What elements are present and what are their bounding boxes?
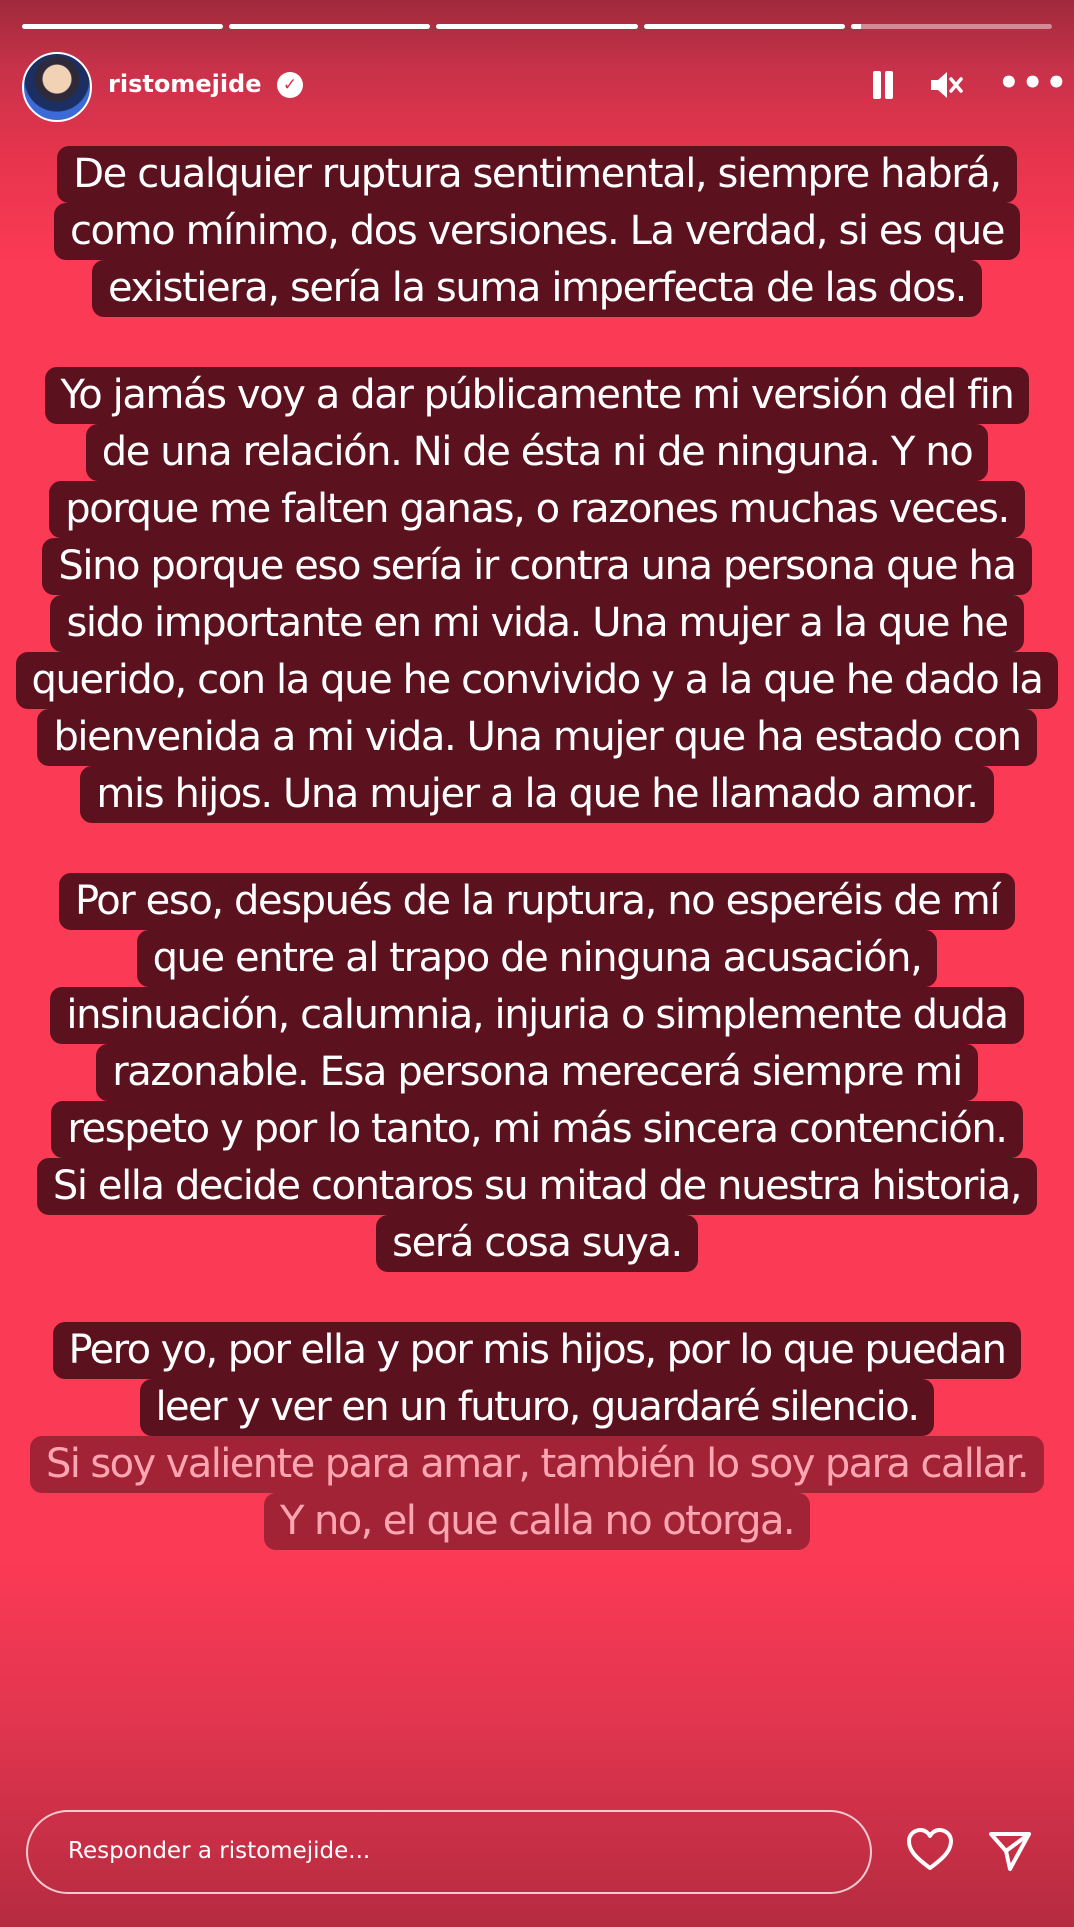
text-line: insinuación, calumnia, injuria o simplemente duda: [50, 987, 1023, 1044]
send-icon[interactable]: [986, 1827, 1034, 1875]
text-line: sido importante en mi vida. Una mujer a la que he: [50, 595, 1023, 652]
story-text-overlay: [0, 130, 1074, 1600]
text-line: Sino porque eso sería ir contra una persona que ha: [42, 538, 1031, 595]
text-line: respeto y por lo tanto, mi más sincera contención.: [51, 1101, 1022, 1158]
mute-icon[interactable]: [926, 66, 964, 104]
like-heart-icon[interactable]: [905, 1825, 955, 1875]
text-line: De cualquier ruptura sentimental, siempre habrá,: [57, 146, 1016, 203]
text-line: Y no, el que calla no otorga.: [264, 1493, 810, 1550]
username[interactable]: ristomejide: [108, 70, 262, 98]
paragraph-4: [0, 1322, 1074, 1550]
avatar[interactable]: [22, 52, 92, 122]
paragraph-2: [0, 367, 1074, 823]
progress-segment-5: [851, 24, 1052, 29]
progress-segment-4: [644, 24, 845, 29]
text-line: querido, con la que he convivido y a la que he dado la: [16, 652, 1059, 709]
text-line: razonable. Esa persona merecerá siempre mi: [96, 1044, 978, 1101]
text-line: Si ella decide contaros su mitad de nuestra historia,: [37, 1158, 1037, 1215]
text-line: mis hijos. Una mujer a la que he llamado amor.: [80, 766, 993, 823]
text-line: de una relación. Ni de ésta ni de ninguna. Y no: [86, 424, 989, 481]
text-line: Pero yo, por ella y por mis hijos, por lo que puedan: [53, 1322, 1022, 1379]
text-line: Si soy valiente para amar, también lo soy para callar.: [30, 1436, 1044, 1493]
story-progress-bar: [22, 24, 1052, 30]
more-options-icon[interactable]: •••: [998, 63, 1070, 103]
progress-segment-2: [229, 24, 430, 29]
paragraph-3: [0, 873, 1074, 1272]
progress-segment-3: [436, 24, 637, 29]
story-header: [22, 52, 1070, 128]
text-line: leer y ver en un futuro, guardaré silencio.: [140, 1379, 935, 1436]
progress-segment-1: [22, 24, 223, 29]
text-line: como mínimo, dos versiones. La verdad, si es que: [54, 203, 1020, 260]
text-line: porque me falten ganas, o razones muchas veces.: [49, 481, 1025, 538]
text-line: existiera, sería la suma imperfecta de las dos.: [92, 260, 982, 317]
text-line: será cosa suya.: [376, 1215, 698, 1272]
pause-icon[interactable]: [864, 66, 902, 104]
text-line: Yo jamás voy a dar públicamente mi versión del fin: [45, 367, 1030, 424]
verified-badge-icon: ✓: [277, 72, 303, 98]
reply-placeholder: Responder a ristomejide...: [68, 1838, 371, 1864]
reply-input[interactable]: [26, 1810, 872, 1894]
text-line: bienvenida a mi vida. Una mujer que ha estado con: [37, 709, 1036, 766]
text-line: Por eso, después de la ruptura, no esperéis de mí: [59, 873, 1015, 930]
text-line: que entre al trapo de ninguna acusación,: [137, 930, 938, 987]
paragraph-1: [0, 146, 1074, 317]
